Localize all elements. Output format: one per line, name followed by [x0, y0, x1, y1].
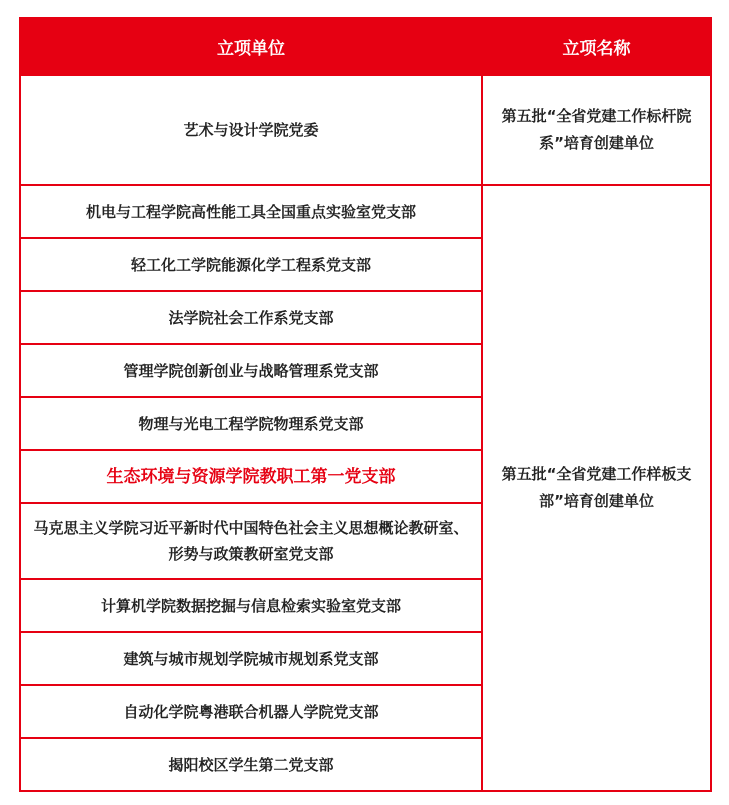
unit-cell: 计算机学院数据挖掘与信息检索实验室党支部: [20, 579, 482, 632]
unit-cell-highlighted: 生态环境与资源学院教职工第一党支部: [20, 450, 482, 503]
unit-cell: 管理学院创新创业与战略管理系党支部: [20, 344, 482, 397]
unit-cell: 轻工化工学院能源化学工程系党支部: [20, 238, 482, 291]
unit-cell: 揭阳校区学生第二党支部: [20, 738, 482, 791]
unit-cell: 机电与工程学院高性能工具全国重点实验室党支部: [20, 185, 482, 238]
table-header-row: [20, 18, 711, 75]
unit-cell: 法学院社会工作系党支部: [20, 291, 482, 344]
name-cell: 第五批“全省党建工作样板支部”培育创建单位: [482, 185, 711, 791]
header-name: 立项名称: [482, 18, 711, 75]
project-table: [19, 17, 712, 792]
header-unit: 立项单位: [20, 18, 482, 75]
name-cell: 第五批“全省党建工作标杆院系”培育创建单位: [482, 75, 711, 185]
unit-cell: 物理与光电工程学院物理系党支部: [20, 397, 482, 450]
unit-cell: 建筑与城市规划学院城市规划系党支部: [20, 632, 482, 685]
unit-cell: 艺术与设计学院党委: [20, 75, 482, 185]
unit-cell: 自动化学院粤港联合机器人学院党支部: [20, 685, 482, 738]
table-row: [20, 75, 711, 185]
table-row: [20, 185, 711, 238]
unit-cell: 马克思主义学院习近平新时代中国特色社会主义思想概论教研室、形势与政策教研室党支部: [20, 503, 482, 579]
